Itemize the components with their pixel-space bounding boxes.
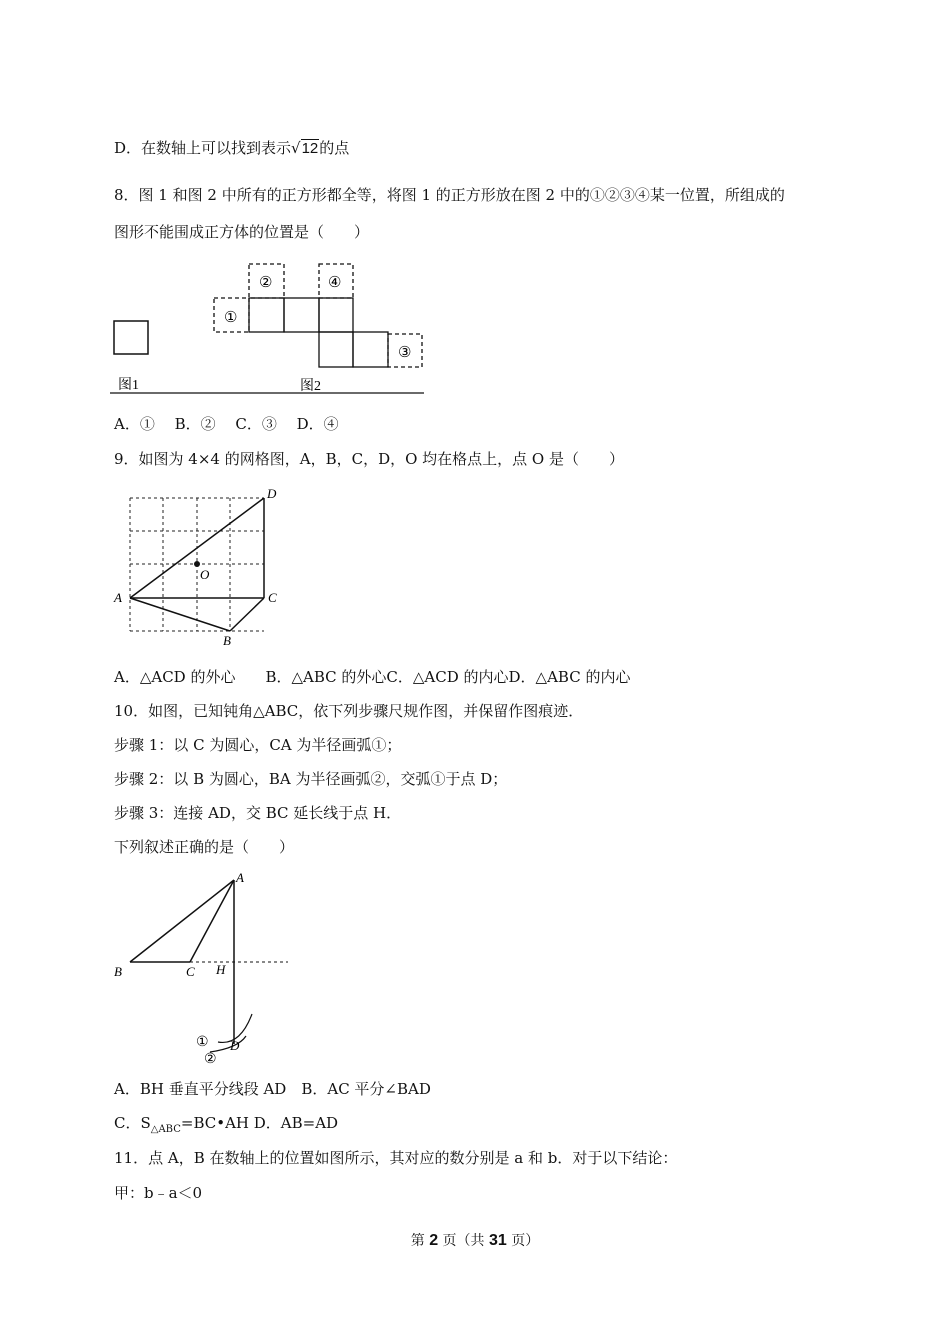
q7-option-d-prefix: D．在数轴上可以找到表示: [114, 139, 292, 157]
q8-figure: [110, 258, 430, 398]
footer-suffix: 页）: [506, 1233, 540, 1249]
q10-option-c-sub: △ABC: [150, 1124, 181, 1135]
q8-stem-line1: 8．图 1 和图 2 中所有的正方形都全等，将图 1 的正方形放在图 2 中的①②③④某一位置，所组成的: [114, 186, 785, 204]
q10-options-ab: A．BH 垂直平分线段 AD B．AC 平分∠BAD: [114, 1080, 431, 1098]
q10-step1: 步骤 1：以 C 为圆心，CA 为半径画弧①；: [114, 736, 402, 754]
label-c: C: [268, 590, 277, 605]
q8-options: A．① B．② C．③ D．④: [114, 415, 339, 433]
q10-stem: 10．如图，已知钝角△ABC，依下列步骤尺规作图，并保留作图痕迹．: [114, 702, 584, 720]
footer-page: 2: [429, 1232, 439, 1249]
fig2-label: 图2: [300, 379, 321, 394]
footer-middle: 页（共: [438, 1233, 489, 1249]
sqrt-12: √12: [291, 139, 319, 157]
fig2-squares: [249, 298, 388, 367]
label-d: D: [230, 1038, 240, 1053]
label-a: A: [114, 590, 122, 605]
fig2-dashed-squares: [214, 264, 422, 367]
fig1-label: 图1: [118, 378, 139, 393]
q9-figure: [112, 486, 287, 648]
q11-stem: 11．点 A，B 在数轴上的位置如图所示，其对应的数分别是 a 和 b．对于以下结论：: [114, 1149, 678, 1167]
footer-total: 31: [489, 1232, 507, 1249]
mark-2: ②: [259, 275, 273, 291]
mark-4: ④: [328, 275, 342, 291]
q9-stem: 9．如图为 4×4 的网格图，A，B，C，D，O 均在格点上，点 O 是（ ）: [114, 450, 624, 468]
label-c: C: [186, 964, 195, 979]
q10-step2: 步骤 2：以 B 为圆心，BA 为半径画弧②，交弧①于点 D；: [114, 770, 508, 788]
sqrt-radicand: 12: [301, 140, 319, 157]
q10-option-c-suffix: =BC•AH D．AB=AD: [180, 1114, 339, 1132]
q10-prompt: 下列叙述正确的是（ ）: [114, 838, 295, 856]
arc-2: [210, 1036, 246, 1052]
mark-3: ③: [398, 345, 412, 361]
label-b: B: [114, 964, 122, 979]
footer-prefix: 第: [410, 1233, 430, 1249]
arc-mark-2: ②: [204, 1052, 217, 1066]
page-footer: [0, 1230, 950, 1250]
fig1-square: [114, 321, 148, 354]
label-h: H: [216, 962, 226, 977]
arc-mark-1: ①: [196, 1035, 209, 1050]
q7-option-d: [114, 138, 349, 159]
label-o: O: [200, 567, 210, 582]
q10-options-cd: [114, 1113, 338, 1140]
q10-step3: 步骤 3：连接 AD，交 BC 延长线于点 H．: [114, 804, 402, 822]
q10-figure: [110, 866, 295, 1066]
label-a: A: [236, 870, 244, 885]
mark-1: ①: [224, 310, 238, 326]
q10-option-c-prefix: C．S: [114, 1114, 151, 1132]
q9-options: A．△ACD 的外心 B．△ABC 的外心C．△ACD 的内心D．△ABC 的内心: [114, 668, 631, 686]
label-b: B: [223, 633, 231, 648]
q8-stem-line2: 图形不能围成正方体的位置是（ ）: [114, 223, 370, 241]
q7-option-d-suffix: 的点: [319, 139, 350, 157]
label-d: D: [267, 486, 277, 501]
q11-jia: 甲：b﹣a＜0: [114, 1184, 203, 1202]
